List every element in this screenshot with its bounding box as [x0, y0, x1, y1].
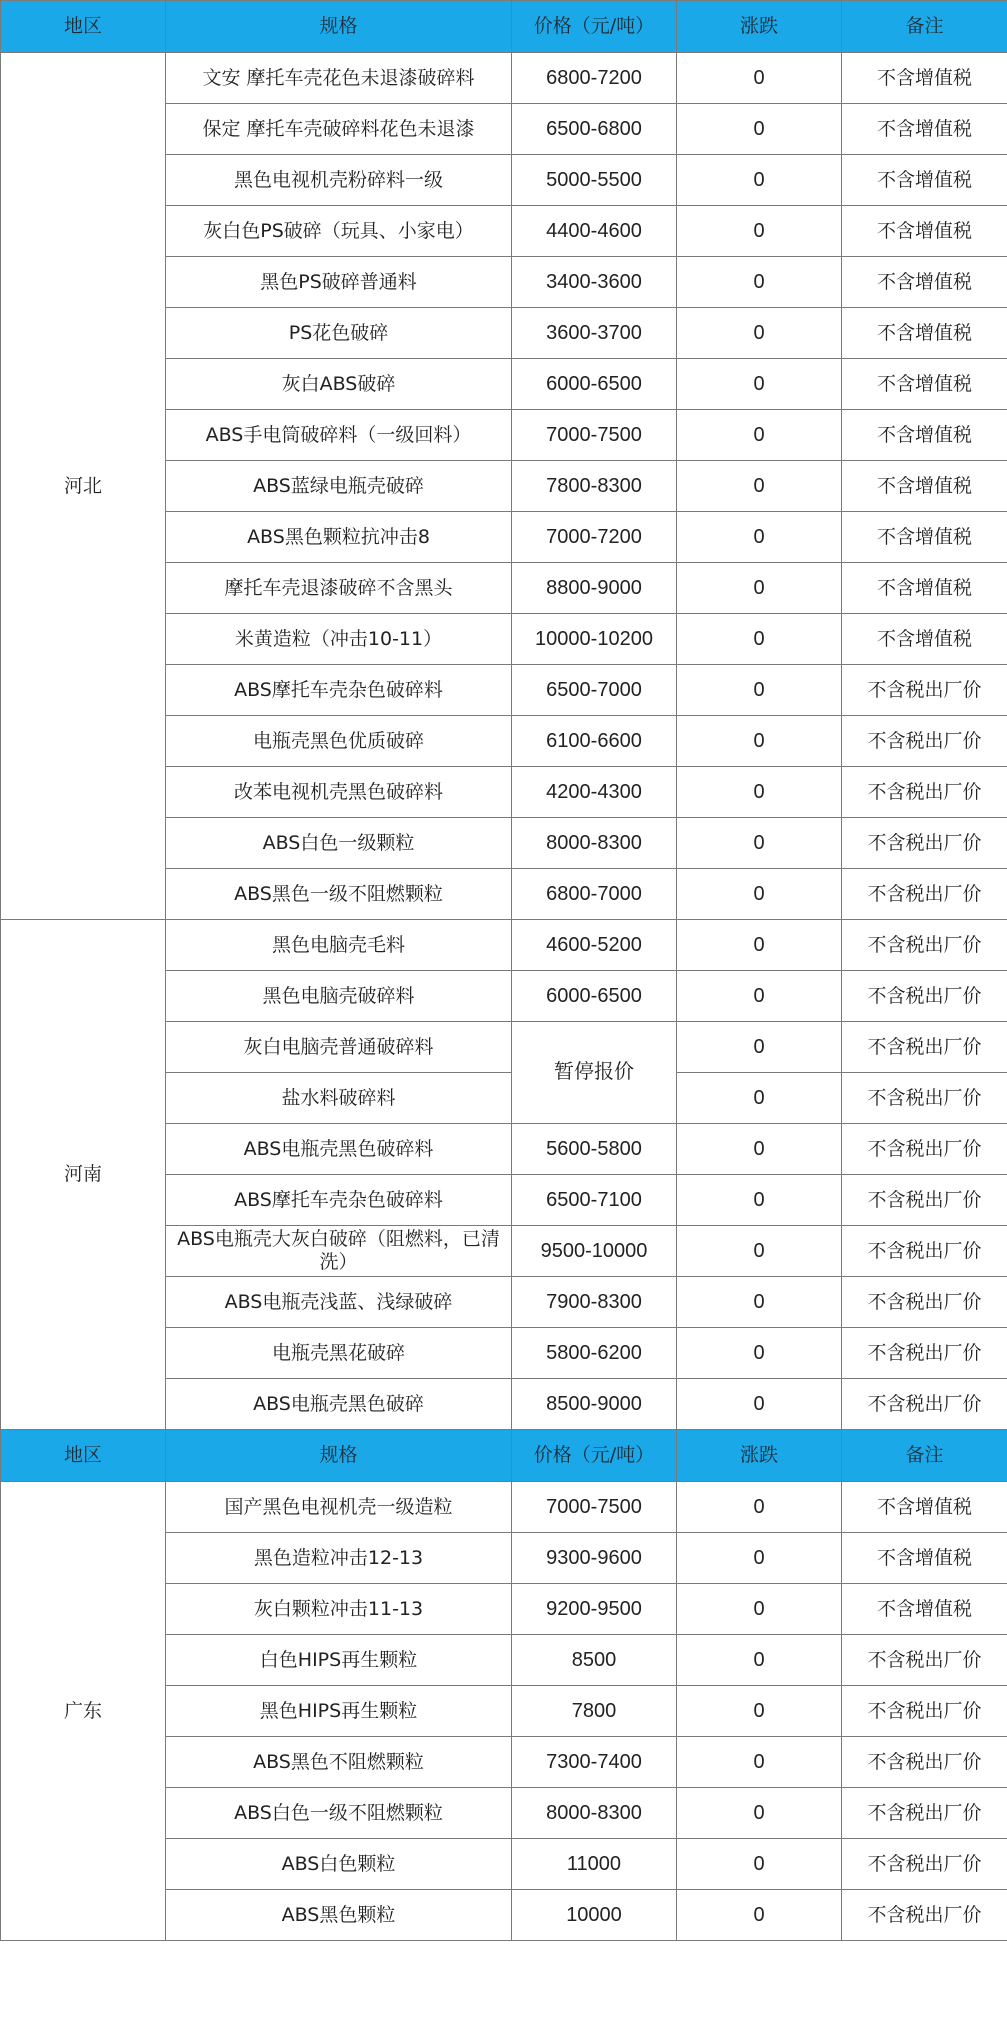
spec-cell: PS花色破碎	[166, 308, 512, 359]
spec-cell: 黑色造粒冲击12-13	[166, 1533, 512, 1584]
change-cell: 0	[677, 1328, 842, 1379]
price-cell: 7900-8300	[512, 1277, 677, 1328]
price-cell: 7000-7500	[512, 410, 677, 461]
note-cell: 不含税出厂价	[842, 665, 1007, 716]
note-cell: 不含增值税	[842, 512, 1007, 563]
price-cell: 6500-7000	[512, 665, 677, 716]
change-cell: 0	[677, 1584, 842, 1635]
note-cell: 不含增值税	[842, 308, 1007, 359]
spec-cell: ABS摩托车壳杂色破碎料	[166, 1175, 512, 1226]
change-cell: 0	[677, 461, 842, 512]
note-cell: 不含税出厂价	[842, 1890, 1007, 1941]
table-header-row	[1, 1, 1007, 53]
change-cell: 0	[677, 716, 842, 767]
change-cell: 0	[677, 1379, 842, 1430]
change-cell: 0	[677, 563, 842, 614]
note-cell: 不含增值税	[842, 155, 1007, 206]
table-header-row	[1, 1430, 1007, 1482]
change-cell: 0	[677, 359, 842, 410]
price-cell: 3400-3600	[512, 257, 677, 308]
note-cell: 不含增值税	[842, 206, 1007, 257]
change-cell: 0	[677, 614, 842, 665]
spec-cell: 黑色PS破碎普通料	[166, 257, 512, 308]
change-cell: 0	[677, 1226, 842, 1277]
spec-cell: 黑色电脑壳毛料	[166, 920, 512, 971]
change-cell: 0	[677, 1788, 842, 1839]
header-note: 备注	[842, 1430, 1007, 1482]
price-cell: 6800-7000	[512, 869, 677, 920]
note-cell: 不含税出厂价	[842, 1839, 1007, 1890]
change-cell: 0	[677, 257, 842, 308]
spec-cell: ABS手电筒破碎料（一级回料）	[166, 410, 512, 461]
spec-cell: 改苯电视机壳黑色破碎料	[166, 767, 512, 818]
change-cell: 0	[677, 818, 842, 869]
header-note: 备注	[842, 1, 1007, 53]
price-cell: 4600-5200	[512, 920, 677, 971]
change-cell: 0	[677, 1839, 842, 1890]
price-cell: 6500-6800	[512, 104, 677, 155]
spec-cell: ABS电瓶壳浅蓝、浅绿破碎	[166, 1277, 512, 1328]
spec-cell: 盐水料破碎料	[166, 1073, 512, 1124]
change-cell: 0	[677, 53, 842, 104]
price-cell: 5000-5500	[512, 155, 677, 206]
spec-cell: 摩托车壳退漆破碎不含黑头	[166, 563, 512, 614]
price-cell: 4400-4600	[512, 206, 677, 257]
price-cell: 7000-7200	[512, 512, 677, 563]
change-cell: 0	[677, 971, 842, 1022]
header-region: 地区	[1, 1, 166, 53]
change-cell: 0	[677, 869, 842, 920]
change-cell: 0	[677, 1124, 842, 1175]
change-cell: 0	[677, 767, 842, 818]
spec-cell: ABS电瓶壳黑色破碎	[166, 1379, 512, 1430]
spec-cell: 保定 摩托车壳破碎料花色未退漆	[166, 104, 512, 155]
note-cell: 不含税出厂价	[842, 1635, 1007, 1686]
note-cell: 不含增值税	[842, 1584, 1007, 1635]
spec-cell: ABS黑色不阻燃颗粒	[166, 1737, 512, 1788]
spec-cell: ABS摩托车壳杂色破碎料	[166, 665, 512, 716]
price-cell: 5600-5800	[512, 1124, 677, 1175]
note-cell: 不含增值税	[842, 410, 1007, 461]
spec-cell: 米黄造粒（冲击10-11）	[166, 614, 512, 665]
note-cell: 不含税出厂价	[842, 1022, 1007, 1073]
note-cell: 不含增值税	[842, 1533, 1007, 1584]
spec-cell: ABS白色颗粒	[166, 1839, 512, 1890]
price-cell: 7800-8300	[512, 461, 677, 512]
note-cell: 不含税出厂价	[842, 971, 1007, 1022]
note-cell: 不含税出厂价	[842, 818, 1007, 869]
price-cell: 7300-7400	[512, 1737, 677, 1788]
note-cell: 不含税出厂价	[842, 1277, 1007, 1328]
spec-cell: 灰白颗粒冲击11-13	[166, 1584, 512, 1635]
change-cell: 0	[677, 1737, 842, 1788]
note-cell: 不含税出厂价	[842, 716, 1007, 767]
spec-cell: ABS电瓶壳大灰白破碎（阻燃料，已清洗）	[166, 1226, 512, 1277]
header-region: 地区	[1, 1430, 166, 1482]
note-cell: 不含增值税	[842, 461, 1007, 512]
table-row	[1, 920, 1007, 971]
note-cell: 不含增值税	[842, 359, 1007, 410]
change-cell: 0	[677, 1482, 842, 1533]
spec-cell: 灰白电脑壳普通破碎料	[166, 1022, 512, 1073]
note-cell: 不含税出厂价	[842, 869, 1007, 920]
spec-cell: ABS白色一级颗粒	[166, 818, 512, 869]
price-cell: 9200-9500	[512, 1584, 677, 1635]
table-row	[1, 53, 1007, 104]
note-cell: 不含税出厂价	[842, 1379, 1007, 1430]
price-cell: 6000-6500	[512, 971, 677, 1022]
note-cell: 不含税出厂价	[842, 1226, 1007, 1277]
price-cell: 6500-7100	[512, 1175, 677, 1226]
change-cell: 0	[677, 920, 842, 971]
spec-cell: 白色HIPS再生颗粒	[166, 1635, 512, 1686]
price-cell: 3600-3700	[512, 308, 677, 359]
spec-cell: ABS黑色颗粒抗冲击8	[166, 512, 512, 563]
change-cell: 0	[677, 104, 842, 155]
spec-cell: 国产黑色电视机壳一级造粒	[166, 1482, 512, 1533]
price-cell: 7800	[512, 1686, 677, 1737]
price-cell: 8500-9000	[512, 1379, 677, 1430]
note-cell: 不含税出厂价	[842, 920, 1007, 971]
region-cell: 河南	[1, 920, 166, 1430]
change-cell: 0	[677, 1635, 842, 1686]
price-cell: 9300-9600	[512, 1533, 677, 1584]
spec-cell: ABS黑色颗粒	[166, 1890, 512, 1941]
price-cell: 10000-10200	[512, 614, 677, 665]
spec-cell: 黑色HIPS再生颗粒	[166, 1686, 512, 1737]
change-cell: 0	[677, 512, 842, 563]
price-cell: 4200-4300	[512, 767, 677, 818]
region-cell: 广东	[1, 1482, 166, 1941]
header-spec: 规格	[166, 1, 512, 53]
header-price: 价格（元/吨）	[512, 1, 677, 53]
region-cell: 河北	[1, 53, 166, 920]
note-cell: 不含税出厂价	[842, 767, 1007, 818]
note-cell: 不含税出厂价	[842, 1175, 1007, 1226]
note-cell: 不含增值税	[842, 53, 1007, 104]
price-cell: 6800-7200	[512, 53, 677, 104]
spec-cell: 文安 摩托车壳花色未退漆破碎料	[166, 53, 512, 104]
change-cell: 0	[677, 1890, 842, 1941]
header-price: 价格（元/吨）	[512, 1430, 677, 1482]
change-cell: 0	[677, 1022, 842, 1073]
change-cell: 0	[677, 1073, 842, 1124]
change-cell: 0	[677, 410, 842, 461]
change-cell: 0	[677, 308, 842, 359]
price-cell: 8000-8300	[512, 1788, 677, 1839]
spec-cell: 黑色电脑壳破碎料	[166, 971, 512, 1022]
price-table-body	[1, 1, 1007, 1941]
change-cell: 0	[677, 665, 842, 716]
change-cell: 0	[677, 1175, 842, 1226]
note-cell: 不含税出厂价	[842, 1328, 1007, 1379]
spec-cell: 灰白色PS破碎（玩具、小家电）	[166, 206, 512, 257]
note-cell: 不含增值税	[842, 104, 1007, 155]
price-cell: 8500	[512, 1635, 677, 1686]
price-cell: 7000-7500	[512, 1482, 677, 1533]
header-change: 涨跌	[677, 1430, 842, 1482]
note-cell: 不含税出厂价	[842, 1124, 1007, 1175]
note-cell: 不含增值税	[842, 614, 1007, 665]
spec-cell: 黑色电视机壳粉碎料一级	[166, 155, 512, 206]
note-cell: 不含增值税	[842, 257, 1007, 308]
price-cell: 6100-6600	[512, 716, 677, 767]
price-cell: 5800-6200	[512, 1328, 677, 1379]
spec-cell: 灰白ABS破碎	[166, 359, 512, 410]
note-cell: 不含税出厂价	[842, 1073, 1007, 1124]
note-cell: 不含增值税	[842, 563, 1007, 614]
spec-cell: ABS电瓶壳黑色破碎料	[166, 1124, 512, 1175]
price-cell: 10000	[512, 1890, 677, 1941]
price-cell: 8000-8300	[512, 818, 677, 869]
note-cell: 不含税出厂价	[842, 1737, 1007, 1788]
spec-cell: ABS黑色一级不阻燃颗粒	[166, 869, 512, 920]
price-cell: 暂停报价	[512, 1022, 677, 1124]
change-cell: 0	[677, 1686, 842, 1737]
price-cell: 6000-6500	[512, 359, 677, 410]
change-cell: 0	[677, 1277, 842, 1328]
price-cell: 11000	[512, 1839, 677, 1890]
note-cell: 不含税出厂价	[842, 1788, 1007, 1839]
header-change: 涨跌	[677, 1, 842, 53]
change-cell: 0	[677, 206, 842, 257]
change-cell: 0	[677, 1533, 842, 1584]
spec-cell: ABS白色一级不阻燃颗粒	[166, 1788, 512, 1839]
header-spec: 规格	[166, 1430, 512, 1482]
spec-cell: 电瓶壳黑色优质破碎	[166, 716, 512, 767]
spec-cell: 电瓶壳黑花破碎	[166, 1328, 512, 1379]
price-cell: 9500-10000	[512, 1226, 677, 1277]
spec-cell: ABS蓝绿电瓶壳破碎	[166, 461, 512, 512]
note-cell: 不含增值税	[842, 1482, 1007, 1533]
note-cell: 不含税出厂价	[842, 1686, 1007, 1737]
price-cell: 8800-9000	[512, 563, 677, 614]
change-cell: 0	[677, 155, 842, 206]
table-row	[1, 1482, 1007, 1533]
